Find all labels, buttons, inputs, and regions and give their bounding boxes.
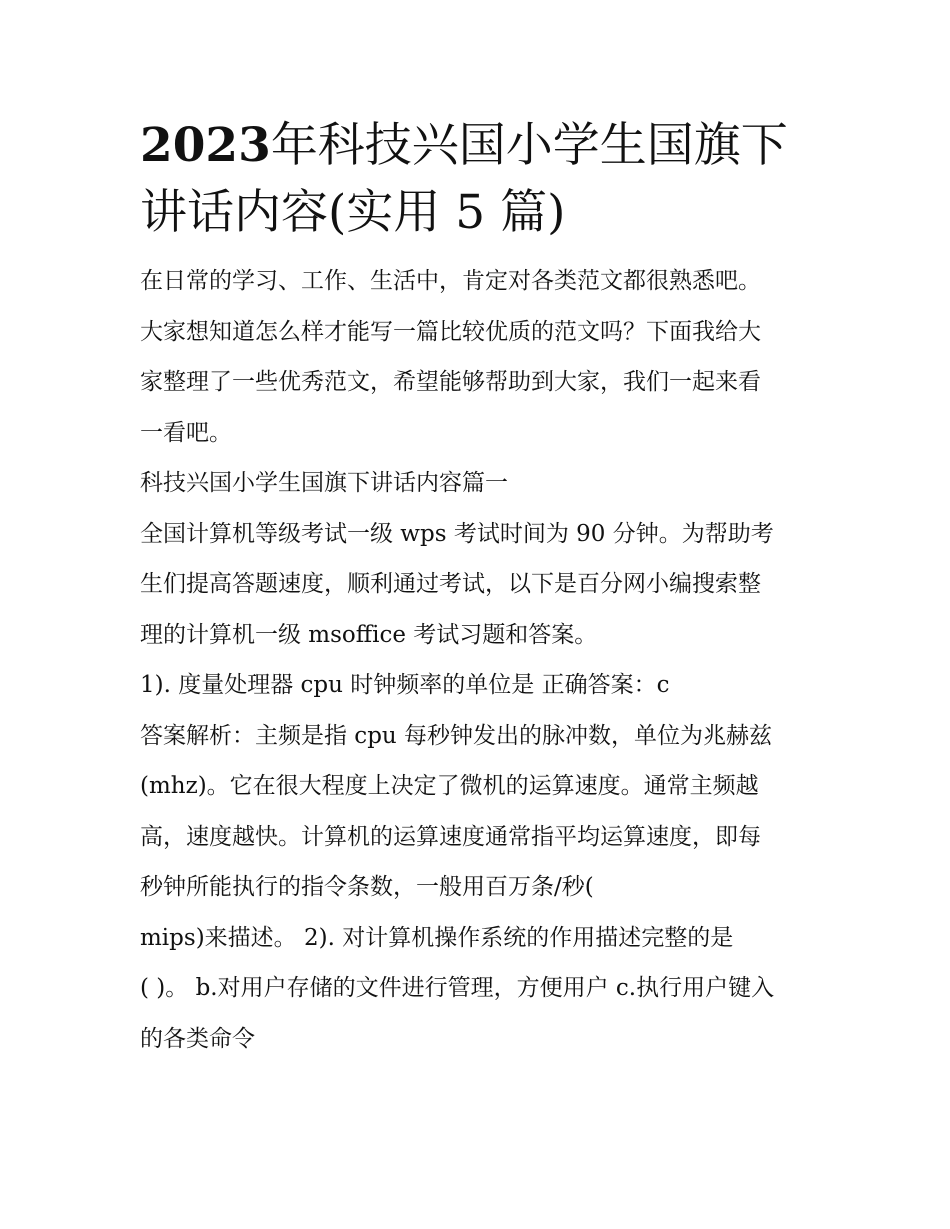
document-title <box>140 112 812 246</box>
answer-analysis <box>140 711 812 1065</box>
analysis-line: mips)来描述。 2). 对计算机操作系统的作用描述完整的是 <box>140 924 734 951</box>
section-heading <box>140 458 812 509</box>
analysis-line: 高，速度越快。计算机的运算速度通常指平均运算速度，即每 <box>140 823 761 850</box>
section-paragraph <box>140 509 812 661</box>
intro-line: 在日常的学习、工作、生活中，肯定对各类范文都很熟悉吧。 <box>140 268 761 294</box>
intro-line: 大家想知道怎么样才能写一篇比较优质的范文吗？下面我给大 <box>140 318 761 345</box>
question-1 <box>140 660 812 711</box>
analysis-line: ( )。 b.对用户存储的文件进行管理，方便用户 c.执行用户键入 <box>140 975 775 1001</box>
section-line: 全国计算机等级考试一级 wps 考试时间为 90 分钟。为帮助考 <box>140 520 774 547</box>
analysis-line: 的各类命令 <box>140 1025 255 1052</box>
analysis-line: 答案解析：主频是指 cpu 每秒钟发出的脉冲数，单位为兆赫兹 <box>140 722 773 749</box>
section-heading-text: 科技兴国小学生国旗下讲话内容篇一 <box>140 470 508 496</box>
document-body <box>140 256 812 1064</box>
title-line-1 <box>140 112 812 179</box>
section-line: 理的计算机一级 msoffice 考试习题和答案。 <box>140 621 598 648</box>
analysis-line: (mhz)。它在很大程度上决定了微机的运算速度。通常主频越 <box>140 773 759 799</box>
intro-paragraph <box>140 256 812 458</box>
title-year: 2023 <box>140 118 271 173</box>
analysis-line: 秒钟所能执行的指令条数，一般用百万条/秒( <box>140 874 594 900</box>
section-line: 生们提高答题速度，顺利通过考试，以下是百分网小编搜索整 <box>140 571 761 597</box>
intro-line: 一看吧。 <box>140 419 232 446</box>
title-text-1: 年科技兴国小学生国旗下 <box>270 118 788 173</box>
document-content <box>140 112 812 1064</box>
intro-line: 家整理了一些优秀范文，希望能够帮助到大家，我们一起来看 <box>140 369 761 395</box>
question-1-text: 1). 度量处理器 cpu 时钟频率的单位是 正确答案：c <box>140 672 670 698</box>
title-line-2: 讲话内容(实用 5 篇) <box>140 185 566 240</box>
